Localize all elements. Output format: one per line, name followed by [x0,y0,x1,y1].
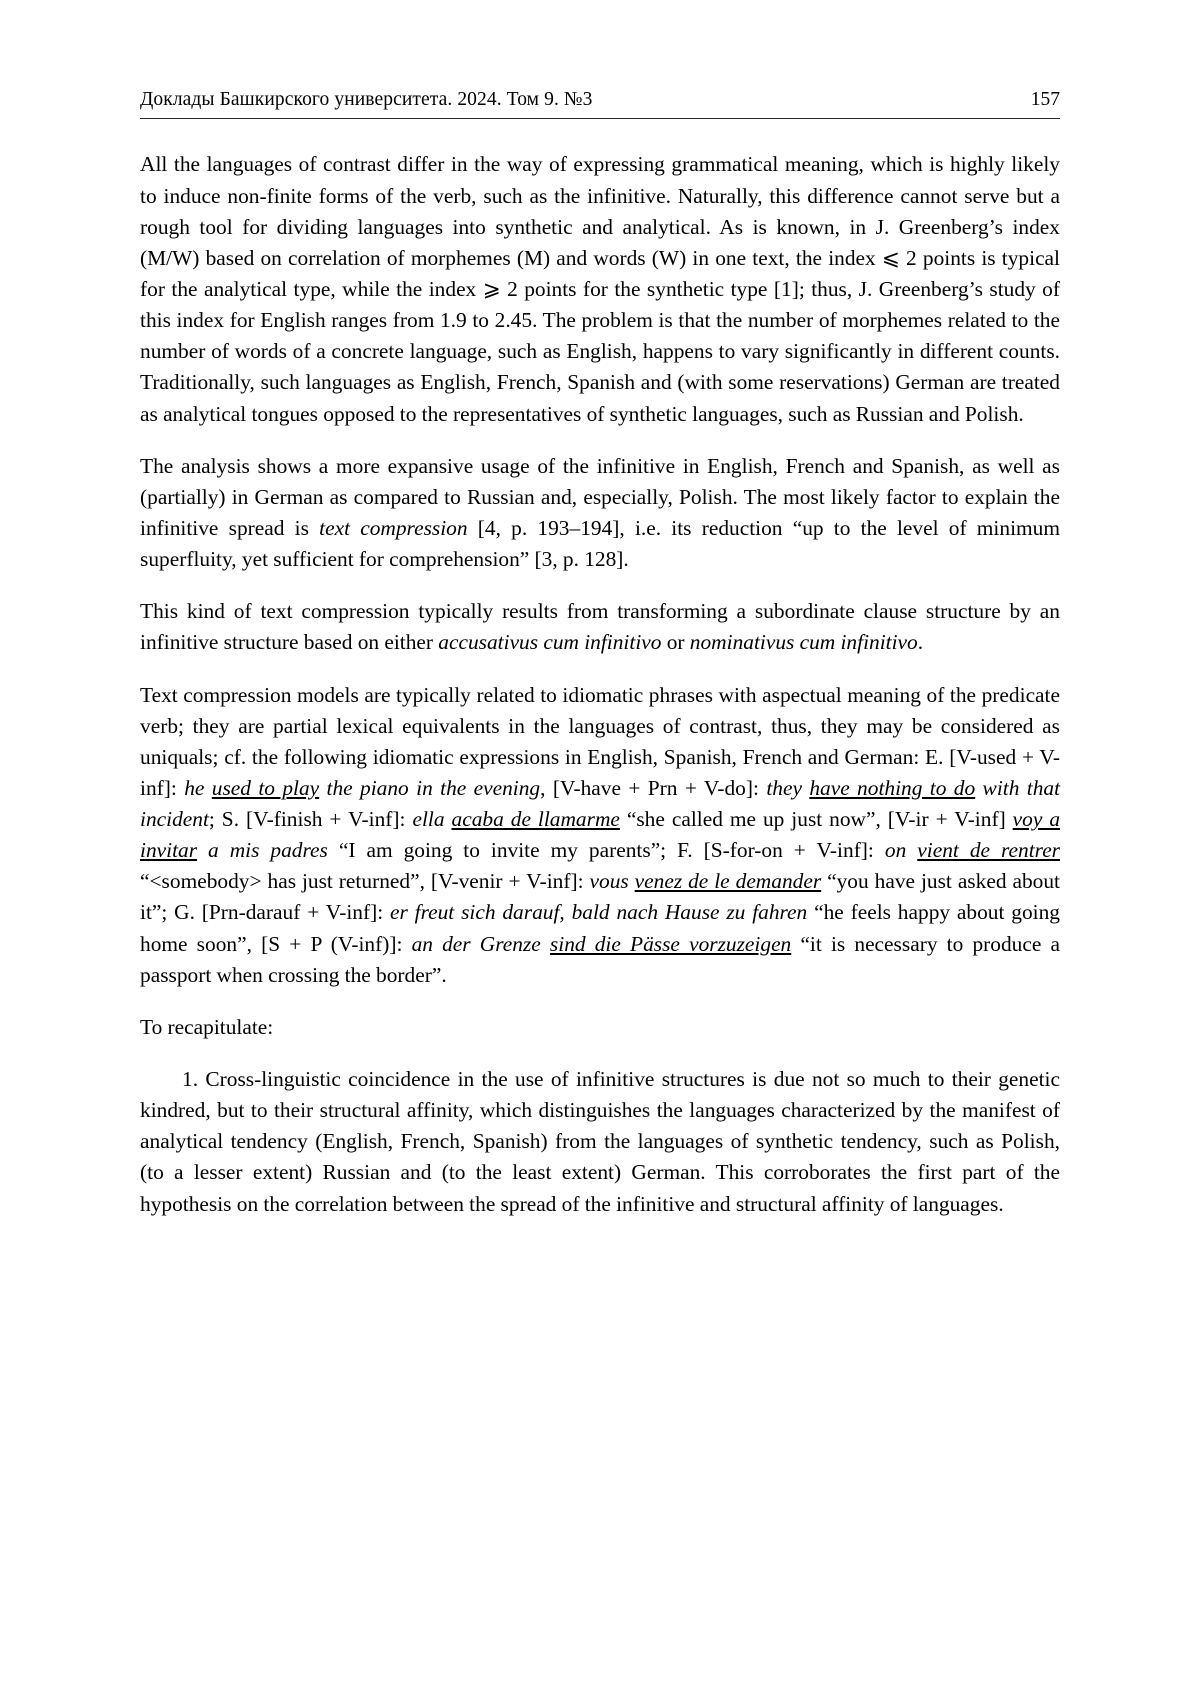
text-run-italic-underline [809,776,975,800]
text-run-italic: vous [589,869,635,894]
text-run-italic: the piano in the evening [319,775,541,800]
text-run-italic: a mis padres [197,838,328,863]
text-run: “it is necessary to produce a passport when crossing the border”. [140,931,1060,987]
text-run: “he feels happy about going home soon”, [S + P (V-inf)]: [140,900,1060,956]
text-run: “<somebody> has just returned”, [V-venir + V-inf]: [140,869,590,894]
paragraph [140,1064,1060,1220]
text-run: This kind of text compression typically results from transforming a subordinate clause structure by an infinitive structure based on either [140,599,1060,655]
text-run-italic-underline [550,932,791,956]
text-run-italic-underline [452,807,620,831]
text-run-italic: he [184,775,212,800]
journal-title: Доклады Башкирского университета. 2024. Том 9. №3 [140,89,593,110]
text-run: , [V-have + Prn + V-do]: [540,775,767,800]
underlined-phrase: venez de le demander [634,869,822,894]
text-run-italic: er freut sich darauf, bald nach Hause zu fahren [389,900,808,925]
article-body [140,149,1060,1219]
text-run-italic: an der Grenze [411,931,550,956]
text-run: “you have just asked about it”; G. [Prn-darauf + V-inf]: [140,869,1060,925]
text-run-italic-underline [917,838,1060,862]
text-run: ; S. [V-finish + V-inf]: [208,807,413,832]
text-run: All the languages of contrast differ in the way of expressing grammatical meaning, which is highly likely to induce non-finite forms of the verb, such as the infinitive. Naturally, this difference cannot serve but a rough tool for dividing languages into synthetic and analytical. As is known, in J. Greenberg’s index (M/W) based on correlation of morphemes (M) and words (W) in one text, the index ⩽ 2 points is typical for the analytical type, while the index ⩾ 2 points for the synthetic type [1]; thus, J. Greenberg’s study of this index for English ranges from 1.9 to 2.45. The problem is that the number of morphemes related to the number of words of a concrete language, such as English, happens to vary significantly in different counts. Traditionally, such languages as English, French, Spanish and (with some reservations) German are treated as analytical tongues opposed to the representatives of synthetic languages, such as Russian and Polish. [140,152,1060,426]
underlined-phrase: used to play [211,775,320,800]
text-run: . [917,630,924,655]
page-number: 157 [1030,89,1060,110]
text-run: The analysis shows a more expansive usage of the infinitive in English, French and Spanish, as well as (partially) in German as compared to Russian and, especially, Polish. The most likely factor to explain the infinitive spread is [140,453,1060,540]
text-run: “she called me up just now”, [V-ir + V-inf] [619,807,1013,832]
underlined-phrase: sind die Pässe vorzuzeigen [549,931,792,956]
underlined-phrase: voy a invitar [140,807,1061,863]
text-run: or [661,630,690,655]
text-run-italic: with that incident [140,775,1061,832]
text-run: [4, p. 193–194], i.e. its reduction “up to the level of minimum superfluity, yet sufficient for comprehension” [3, p. 128]. [140,515,1060,572]
underlined-phrase: vient de rentrer [917,838,1061,863]
text-run-italic-underline [635,869,822,893]
underlined-phrase: acaba de llamarme [451,807,620,832]
text-run: 1. Cross-linguistic coincidence in the use of infinitive structures is due not so much to their genetic kindred, but to their structural affinity, which distinguishes the languages characterized by the manifest of analytical tendency (English, French, Spanish) from the languages of synthetic tendency, such as Polish, (to a lesser extent) Russian and (to the least extent) German. This corroborates the first part of the hypothesis on the correlation between the spread of the infinitive and structural affinity of languages. [140,1067,1060,1216]
text-run-italic: nominativus cum infinitivo [689,630,918,655]
text-run-italic-underline [212,776,319,800]
text-run-italic: on [884,838,918,863]
text-run-italic: accusativus cum infinitivo [438,630,662,655]
running-head [140,88,1060,119]
text-run-italic: ella [412,807,452,832]
text-run: “I am going to invite my parents”; F. [S-for-on + V-inf]: [327,838,885,863]
text-run: To recapitulate: [140,1014,274,1039]
text-run: Text compression models are typically related to idiomatic phrases with aspectual meaning of the predicate verb; they are partial lexical equivalents in the languages of contrast, thus, they may be considered as uniquals; cf. the following idiomatic expressions in English, Spanish, French and German: E. [V-used + V-inf]: [140,682,1060,800]
paragraph [140,680,1060,991]
paragraph [140,149,1060,429]
paragraph [140,596,1060,658]
underlined-phrase: have nothing to do [809,775,976,800]
text-run-italic: they [766,775,810,800]
paragraph [140,1012,1060,1043]
text-run-italic: text compression [319,515,468,540]
paragraph [140,451,1060,576]
